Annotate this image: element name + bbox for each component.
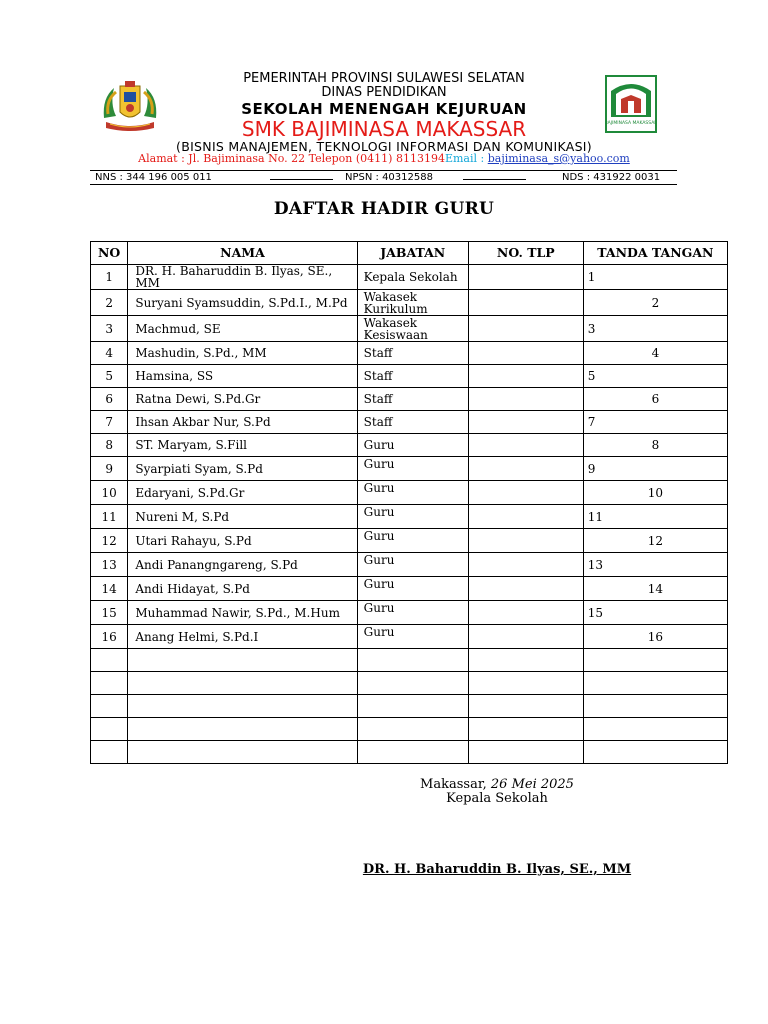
header-tanda-tangan: TANDA TANGAN xyxy=(583,242,727,265)
table-row xyxy=(91,434,728,457)
table-row xyxy=(91,316,728,342)
cell-no: 16 xyxy=(91,625,128,649)
cell-nama xyxy=(128,718,357,741)
cell-jabatan xyxy=(357,695,468,718)
cell-tanda-tangan xyxy=(583,741,727,764)
cell-jabatan xyxy=(357,741,468,764)
table-row xyxy=(91,342,728,365)
cell-no-tlp xyxy=(468,695,583,718)
cell-no-tlp xyxy=(468,577,583,601)
cell-no: 8 xyxy=(91,434,128,457)
cell-tanda-tangan: 7 xyxy=(583,411,727,434)
cell-no: 13 xyxy=(91,553,128,577)
table-row xyxy=(91,290,728,316)
table-row xyxy=(91,741,728,764)
cell-tanda-tangan: 6 xyxy=(583,388,727,411)
table-row xyxy=(91,718,728,741)
cell-nama: Hamsina, SS xyxy=(128,365,357,388)
department-line: DINAS PENDIDIKAN xyxy=(321,85,447,100)
cell-no: 9 xyxy=(91,457,128,481)
cell-tanda-tangan: 12 xyxy=(583,529,727,553)
table-row xyxy=(91,388,728,411)
cell-no: 1 xyxy=(91,265,128,290)
table-row xyxy=(91,553,728,577)
cell-jabatan: Guru xyxy=(357,434,468,457)
cell-no-tlp xyxy=(468,505,583,529)
cell-nama: Anang Helmi, S.Pd.I xyxy=(128,625,357,649)
cell-jabatan xyxy=(357,718,468,741)
table-row xyxy=(91,695,728,718)
cell-nama xyxy=(128,695,357,718)
cell-jabatan xyxy=(357,649,468,672)
cell-tanda-tangan: 15 xyxy=(583,601,727,625)
cell-jabatan: Staff xyxy=(357,342,468,365)
cell-no-tlp xyxy=(468,741,583,764)
cell-no-tlp xyxy=(468,529,583,553)
cell-nama: Machmud, SE xyxy=(128,316,357,342)
nns-number: NNS : 344 196 005 011 xyxy=(95,172,212,183)
id-separator xyxy=(270,179,333,180)
signature-date: 26 Mei 2025 xyxy=(490,777,574,792)
table-row xyxy=(91,265,728,290)
signature-name: DR. H. Baharuddin B. Ilyas, SE., MM xyxy=(362,862,632,877)
cell-jabatan: Guru xyxy=(357,625,468,649)
cell-no-tlp xyxy=(468,672,583,695)
cell-tanda-tangan: 4 xyxy=(583,342,727,365)
cell-nama: ST. Maryam, S.Fill xyxy=(128,434,357,457)
cell-tanda-tangan xyxy=(583,649,727,672)
table-row xyxy=(91,625,728,649)
cell-jabatan: Wakasek Kurikulum xyxy=(357,290,468,316)
cell-no-tlp xyxy=(468,411,583,434)
address-text: Alamat : Jl. Bajiminasa No. 22 Telepon (0411) 8113194 xyxy=(138,152,445,165)
school-name: SMK BAJIMINASA MAKASSAR xyxy=(241,117,527,141)
cell-jabatan: Wakasek Kesiswaan xyxy=(357,316,468,342)
id-separator xyxy=(463,179,526,180)
header-no-tlp: NO. TLP xyxy=(468,242,583,265)
cell-tanda-tangan: 10 xyxy=(583,481,727,505)
cell-jabatan: Guru xyxy=(357,529,468,553)
cell-no: 11 xyxy=(91,505,128,529)
table-row xyxy=(91,457,728,481)
cell-no-tlp xyxy=(468,649,583,672)
cell-nama: Ihsan Akbar Nur, S.Pd xyxy=(128,411,357,434)
header-jabatan: JABATAN xyxy=(357,242,468,265)
table-row xyxy=(91,481,728,505)
cell-tanda-tangan: 8 xyxy=(583,434,727,457)
cell-no-tlp xyxy=(468,290,583,316)
cell-no: 3 xyxy=(91,316,128,342)
cell-no-tlp xyxy=(468,457,583,481)
cell-no-tlp xyxy=(468,718,583,741)
table-row xyxy=(91,365,728,388)
cell-tanda-tangan: 1 xyxy=(583,265,727,290)
cell-nama: DR. H. Baharuddin B. Ilyas, SE., MM xyxy=(128,265,357,290)
npsn-number: NPSN : 40312588 xyxy=(345,172,433,183)
table-row xyxy=(91,577,728,601)
cell-tanda-tangan: 5 xyxy=(583,365,727,388)
cell-no-tlp xyxy=(468,365,583,388)
program-line: (BISNIS MANAJEMEN, TEKNOLOGI INFORMASI DAN KOMUNIKASI) xyxy=(176,139,592,154)
signature-place: Makassar, xyxy=(420,777,491,792)
header-rule-top xyxy=(90,170,677,171)
email-link[interactable]: bajiminasa_s@yahoo.com xyxy=(487,152,630,165)
cell-nama: Muhammad Nawir, S.Pd., M.Hum xyxy=(128,601,357,625)
cell-no xyxy=(91,718,128,741)
cell-no-tlp xyxy=(468,316,583,342)
header-rule-bottom xyxy=(90,184,677,185)
cell-tanda-tangan: 13 xyxy=(583,553,727,577)
cell-no xyxy=(91,649,128,672)
table-header-row xyxy=(91,242,728,265)
cell-tanda-tangan: 11 xyxy=(583,505,727,529)
cell-nama: Syarpiati Syam, S.Pd xyxy=(128,457,357,481)
cell-tanda-tangan xyxy=(583,718,727,741)
cell-jabatan: Guru xyxy=(357,577,468,601)
cell-tanda-tangan: 2 xyxy=(583,290,727,316)
government-line: PEMERINTAH PROVINSI SULAWESI SELATAN xyxy=(243,71,525,86)
cell-tanda-tangan xyxy=(583,695,727,718)
table-row xyxy=(91,411,728,434)
cell-nama: Ratna Dewi, S.Pd.Gr xyxy=(128,388,357,411)
cell-jabatan: Guru xyxy=(357,457,468,481)
table-row xyxy=(91,529,728,553)
cell-nama: Utari Rahayu, S.Pd xyxy=(128,529,357,553)
cell-tanda-tangan: 3 xyxy=(583,316,727,342)
cell-no: 12 xyxy=(91,529,128,553)
table-row xyxy=(91,672,728,695)
cell-no: 5 xyxy=(91,365,128,388)
cell-no: 4 xyxy=(91,342,128,365)
cell-tanda-tangan: 14 xyxy=(583,577,727,601)
cell-nama: Nureni M, S.Pd xyxy=(128,505,357,529)
cell-jabatan: Staff xyxy=(357,365,468,388)
cell-no: 7 xyxy=(91,411,128,434)
cell-nama: Edaryani, S.Pd.Gr xyxy=(128,481,357,505)
cell-jabatan: Guru xyxy=(357,553,468,577)
attendance-table xyxy=(90,241,728,764)
cell-no xyxy=(91,741,128,764)
cell-no-tlp xyxy=(468,553,583,577)
cell-no: 10 xyxy=(91,481,128,505)
cell-no-tlp xyxy=(468,388,583,411)
cell-no-tlp xyxy=(468,625,583,649)
cell-no: 6 xyxy=(91,388,128,411)
cell-jabatan: Guru xyxy=(357,505,468,529)
cell-no-tlp xyxy=(468,342,583,365)
cell-tanda-tangan: 9 xyxy=(583,457,727,481)
cell-jabatan: Staff xyxy=(357,388,468,411)
cell-tanda-tangan: 16 xyxy=(583,625,727,649)
cell-no: 15 xyxy=(91,601,128,625)
address-line xyxy=(0,152,768,165)
cell-nama: Andi Panangngareng, S.Pd xyxy=(128,553,357,577)
cell-no-tlp xyxy=(468,601,583,625)
cell-no xyxy=(91,672,128,695)
cell-jabatan: Kepala Sekolah xyxy=(357,265,468,290)
table-row xyxy=(91,505,728,529)
cell-jabatan: Staff xyxy=(357,411,468,434)
cell-nama: Mashudin, S.Pd., MM xyxy=(128,342,357,365)
cell-tanda-tangan xyxy=(583,672,727,695)
cell-jabatan: Guru xyxy=(357,601,468,625)
cell-no-tlp xyxy=(468,434,583,457)
cell-nama xyxy=(128,741,357,764)
cell-no xyxy=(91,695,128,718)
email-label: Email : xyxy=(444,152,488,165)
signature-role: Kepala Sekolah xyxy=(446,791,548,806)
cell-nama xyxy=(128,649,357,672)
cell-nama: Andi Hidayat, S.Pd xyxy=(128,577,357,601)
table-row xyxy=(91,649,728,672)
cell-jabatan: Guru xyxy=(357,481,468,505)
cell-no-tlp xyxy=(468,481,583,505)
cell-nama xyxy=(128,672,357,695)
signature-place-date xyxy=(0,777,768,792)
cell-nama: Suryani Syamsuddin, S.Pd.I., M.Pd xyxy=(128,290,357,316)
school-type-line: SEKOLAH MENENGAH KEJURUAN xyxy=(241,100,527,118)
document-title: DAFTAR HADIR GURU xyxy=(273,199,495,219)
cell-jabatan xyxy=(357,672,468,695)
table-row xyxy=(91,601,728,625)
cell-no-tlp xyxy=(468,265,583,290)
nds-number: NDS : 431922 0031 xyxy=(562,172,661,183)
header-nama: NAMA xyxy=(128,242,357,265)
cell-no: 14 xyxy=(91,577,128,601)
school-logo-text: BAJIMINASA MAKASSAR xyxy=(605,121,657,126)
header-no: NO xyxy=(91,242,128,265)
cell-no: 2 xyxy=(91,290,128,316)
